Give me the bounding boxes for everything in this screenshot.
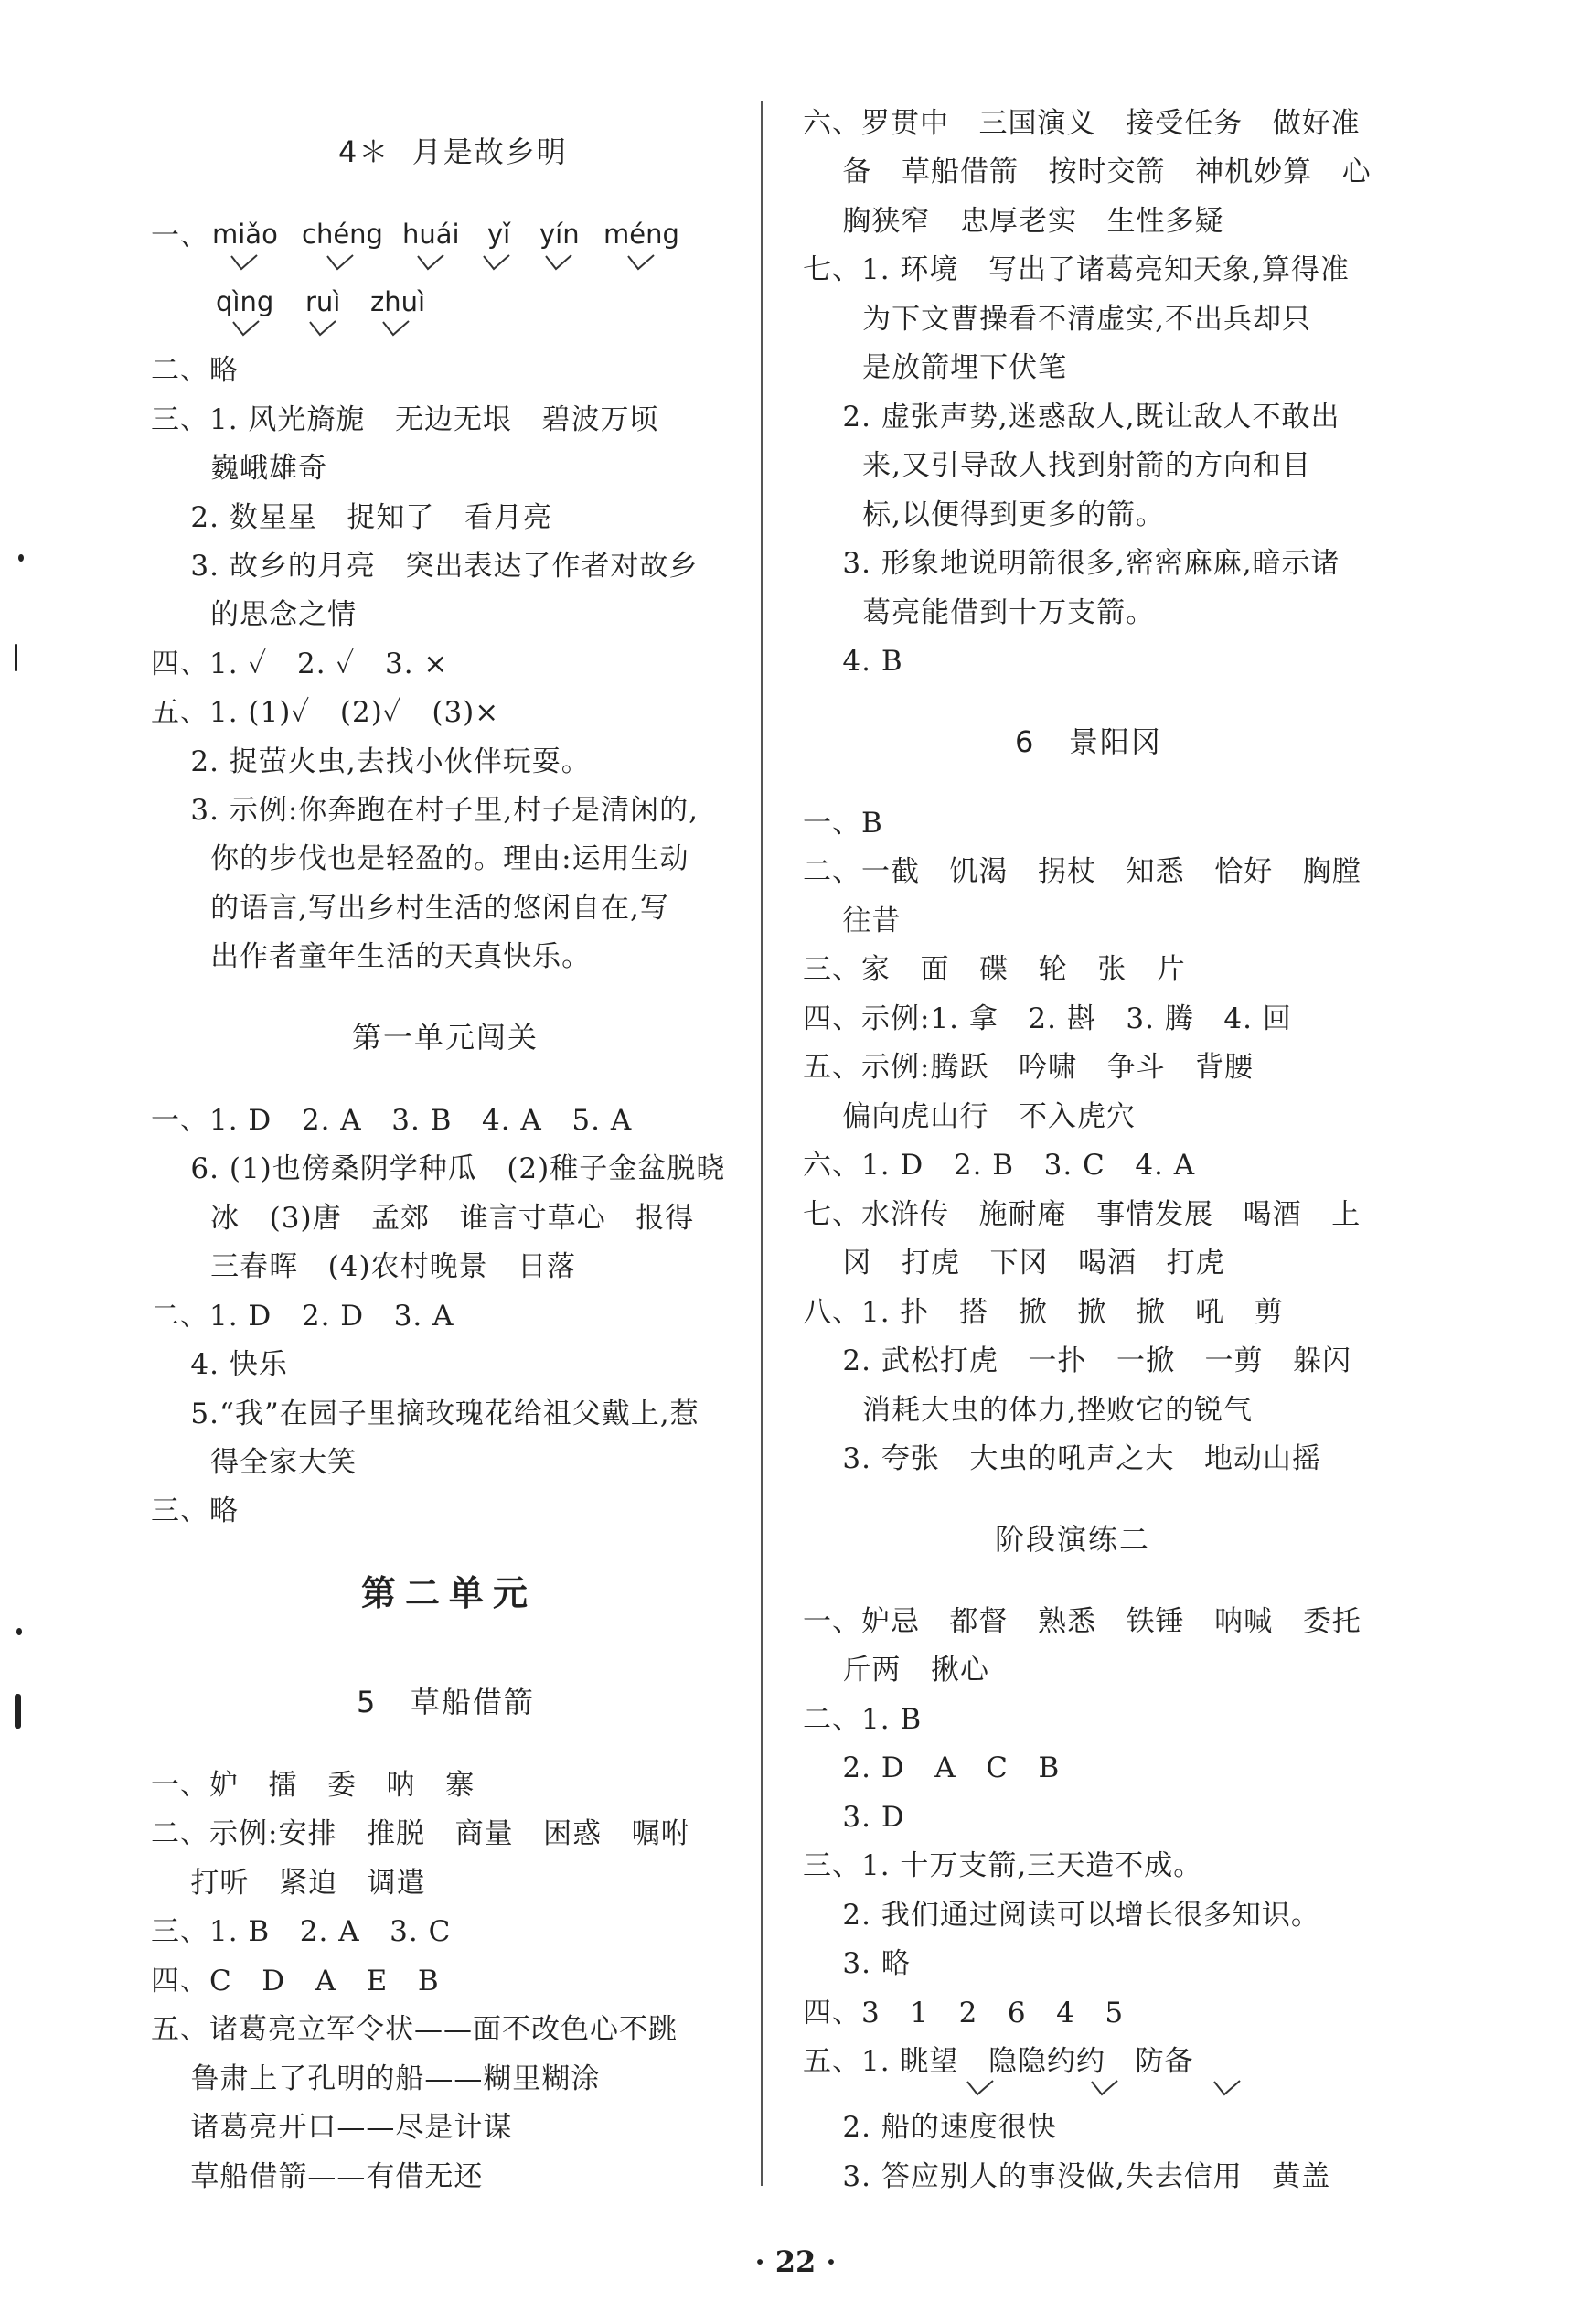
answer-line: 3. 示例:你奔跑在村子里,村子是清闲的,	[151, 794, 699, 827]
answer-line: 往昔	[803, 905, 902, 937]
answer-line: 三、略	[151, 1494, 239, 1527]
pinyin-item: yín	[539, 219, 580, 250]
answer-line: 来,又引导敌人找到射箭的方向和目	[803, 449, 1311, 482]
section-title-4: 4＊ 月是故乡明	[338, 134, 568, 169]
answer-line: 五、1. (1)✓ (2)✓ (3)×	[151, 696, 500, 729]
answer-line: 七、水浒传 施耐庵 事情发展 喝酒 上	[803, 1198, 1361, 1231]
answer-line: 八、1. 扑 搭 掀 掀 掀 吼 剪	[803, 1296, 1284, 1329]
scan-mark	[15, 1694, 21, 1729]
checkmark-icon	[545, 254, 572, 271]
answer-line: 二、1. B	[803, 1703, 923, 1736]
checkmark-icon	[1213, 2080, 1241, 2096]
answer-line: 你的步伐也是轻盈的。理由:运用生动	[151, 842, 689, 875]
left-column	[0, 0, 768, 2324]
answer-line: 五、示例:腾跃 吟啸 争斗 背腰	[803, 1051, 1255, 1084]
checkmark-icon	[966, 2080, 994, 2096]
checkmark-icon	[230, 254, 258, 271]
answer-line: 6. (1)也傍桑阴学种瓜 (2)稚子金盆脱晓	[151, 1152, 726, 1185]
page-number: · 22 ·	[754, 2244, 837, 2279]
answer-line: 三、1. B 2. A 3. C	[151, 1915, 452, 1948]
section-title-stage2: 阶段演练二	[995, 1522, 1151, 1557]
answer-line: 六、罗贯中 三国演义 接受任务 做好准	[803, 107, 1361, 140]
answer-line: 是放箭埋下伏笔	[803, 351, 1068, 384]
checkmark-icon	[326, 254, 354, 271]
checkmark-icon	[483, 254, 510, 271]
answer-line: 冰 (3)唐 孟郊 谁言寸草心 报得	[151, 1202, 695, 1235]
answer-line: 3. 略	[803, 1947, 911, 1980]
answer-line: 4. B	[803, 645, 903, 678]
answer-line: 2. 武松打虎 一扑 一掀 一剪 躲闪	[803, 1344, 1352, 1377]
answer-line: 四、示例:1. 拿 2. 斟 3. 腾 4. 回	[803, 1002, 1292, 1035]
answer-line: 三、1. 风光旖旎 无边无垠 碧波万顷	[151, 403, 659, 436]
pinyin-item: yǐ	[487, 219, 511, 250]
answer-line: 鲁肃上了孔明的船——糊里糊涂	[151, 2062, 601, 2095]
scan-mark	[16, 1628, 22, 1635]
answer-line: 出作者童年生活的天真快乐。	[151, 940, 592, 973]
answer-line: 五、1. 眺望 隐隐约约 防备	[803, 2045, 1194, 2078]
answer-line: 葛亮能借到十万支箭。	[803, 596, 1156, 629]
answer-line: 四、3 1 2 6 4 5	[803, 1997, 1125, 2029]
answer-line: 巍峨雄奇	[151, 452, 328, 485]
answer-line: 冈 打虎 下冈 喝酒 打虎	[803, 1247, 1225, 1280]
checkmark-icon	[309, 320, 336, 337]
pinyin-item: ruì	[305, 286, 341, 317]
answer-line: 一、1. D 2. A 3. B 4. A 5. A	[151, 1104, 633, 1137]
checkmark-icon	[417, 254, 444, 271]
checkmark-icon	[382, 320, 410, 337]
answer-line: 备 草船借箭 按时交箭 神机妙算 心	[803, 155, 1372, 188]
checkmark-icon	[1091, 2080, 1118, 2096]
answer-line: 3. D	[803, 1801, 905, 1834]
answer-line: 4. 快乐	[151, 1348, 288, 1381]
checkmark-icon	[232, 320, 260, 337]
answer-line: 2. 我们通过阅读可以增长很多知识。	[803, 1899, 1320, 1932]
answer-line: 诸葛亮开口——尽是计谋	[151, 2111, 513, 2144]
answer-line: 四、1. ✓ 2. ✓ 3. ×	[151, 648, 449, 680]
answer-line: 3. 形象地说明箭很多,密密麻麻,暗示诸	[803, 547, 1340, 580]
answer-line: 一、B	[803, 807, 883, 840]
checkmark-icon	[627, 254, 655, 271]
pinyin-item: qìng	[216, 286, 274, 317]
answer-line: 六、1. D 2. B 3. C 4. A	[803, 1149, 1196, 1182]
answer-line: 二、示例:安排 推脱 商量 困惑 嘱咐	[151, 1817, 690, 1850]
answer-line: 二、1. D 2. D 3. A	[151, 1300, 454, 1333]
answer-line: 一、妒 擂 委 呐 寨	[151, 1769, 475, 1802]
pinyin-item: zhuì	[370, 286, 426, 317]
answer-line: 打听 紧迫 调遣	[151, 1867, 426, 1900]
answer-line: 2. 数星星 捉知了 看月亮	[151, 501, 552, 534]
answer-line: 的语言,写出乡村生活的悠闲自在,写	[151, 892, 669, 925]
answer-line: 四、C D A E B	[151, 1965, 440, 1997]
answer-line: 三春晖 (4)农村晚景 日落	[151, 1250, 577, 1283]
answer-line: 2. 捉萤火虫,去找小伙伴玩耍。	[151, 745, 591, 778]
answer-line: 消耗大虫的体力,挫败它的锐气	[803, 1394, 1253, 1427]
pinyin-item: miǎo	[212, 219, 278, 250]
answer-line: 一、	[151, 220, 209, 252]
answer-line: 草船借箭——有借无还	[151, 2160, 484, 2193]
answer-line: 二、一截 饥渴 拐杖 知悉 恰好 胸膛	[803, 855, 1361, 888]
section-title-5: 5 草船借箭	[357, 1685, 535, 1719]
right-column	[768, 0, 1591, 2324]
answer-line: 七、1. 环境 写出了诸葛亮知天象,算得准	[803, 253, 1350, 286]
answer-line: 标,以便得到更多的箭。	[803, 498, 1165, 531]
answer-line: 一、妒忌 都督 熟悉 铁锤 呐喊 委托	[803, 1605, 1361, 1638]
answer-line: 五、诸葛亮立军令状——面不改色心不跳	[151, 2013, 678, 2046]
answer-line: 斤两 揪心	[803, 1654, 989, 1687]
answer-line: 偏向虎山行 不入虎穴	[803, 1100, 1136, 1133]
answer-line: 二、略	[151, 354, 239, 387]
answer-line: 3. 夸张 大虫的吼声之大 地动山摇	[803, 1442, 1321, 1475]
answer-line: 3. 答应别人的事没做,失去信用 黄盖	[803, 2160, 1331, 2193]
column-divider	[761, 101, 763, 2186]
pinyin-item: huái	[402, 219, 460, 250]
answer-line: 的思念之情	[151, 598, 358, 631]
answer-line: 为下文曹操看不清虚实,不出兵却只	[803, 303, 1311, 336]
section-title-unit1: 第一单元闯关	[352, 1020, 539, 1055]
scan-mark	[18, 554, 24, 562]
pinyin-item: méng	[603, 219, 679, 250]
answer-line: 2. 虚张声势,迷惑敌人,既让敌人不敢出	[803, 401, 1340, 434]
answer-line: 得全家大笑	[151, 1446, 358, 1479]
unit-heading: 第二单元	[361, 1572, 538, 1613]
answer-line: 胸狭窄 忠厚老实 生性多疑	[803, 205, 1224, 238]
answer-line: 三、1. 十万支箭,三天造不成。	[803, 1849, 1203, 1882]
answer-line: 5.“我”在园子里摘玫瑰花给祖父戴上,惹	[151, 1398, 699, 1430]
scan-mark	[15, 644, 17, 671]
section-title-6: 6 景阳冈	[1015, 724, 1162, 759]
pinyin-item: chéng	[302, 219, 383, 250]
answer-line: 3. 故乡的月亮 突出表达了作者对故乡	[151, 550, 699, 583]
answer-line: 2. D A C B	[803, 1751, 1061, 1784]
answer-line: 三、家 面 碟 轮 张 片	[803, 953, 1186, 986]
answer-line: 2. 船的速度很快	[803, 2111, 1057, 2144]
